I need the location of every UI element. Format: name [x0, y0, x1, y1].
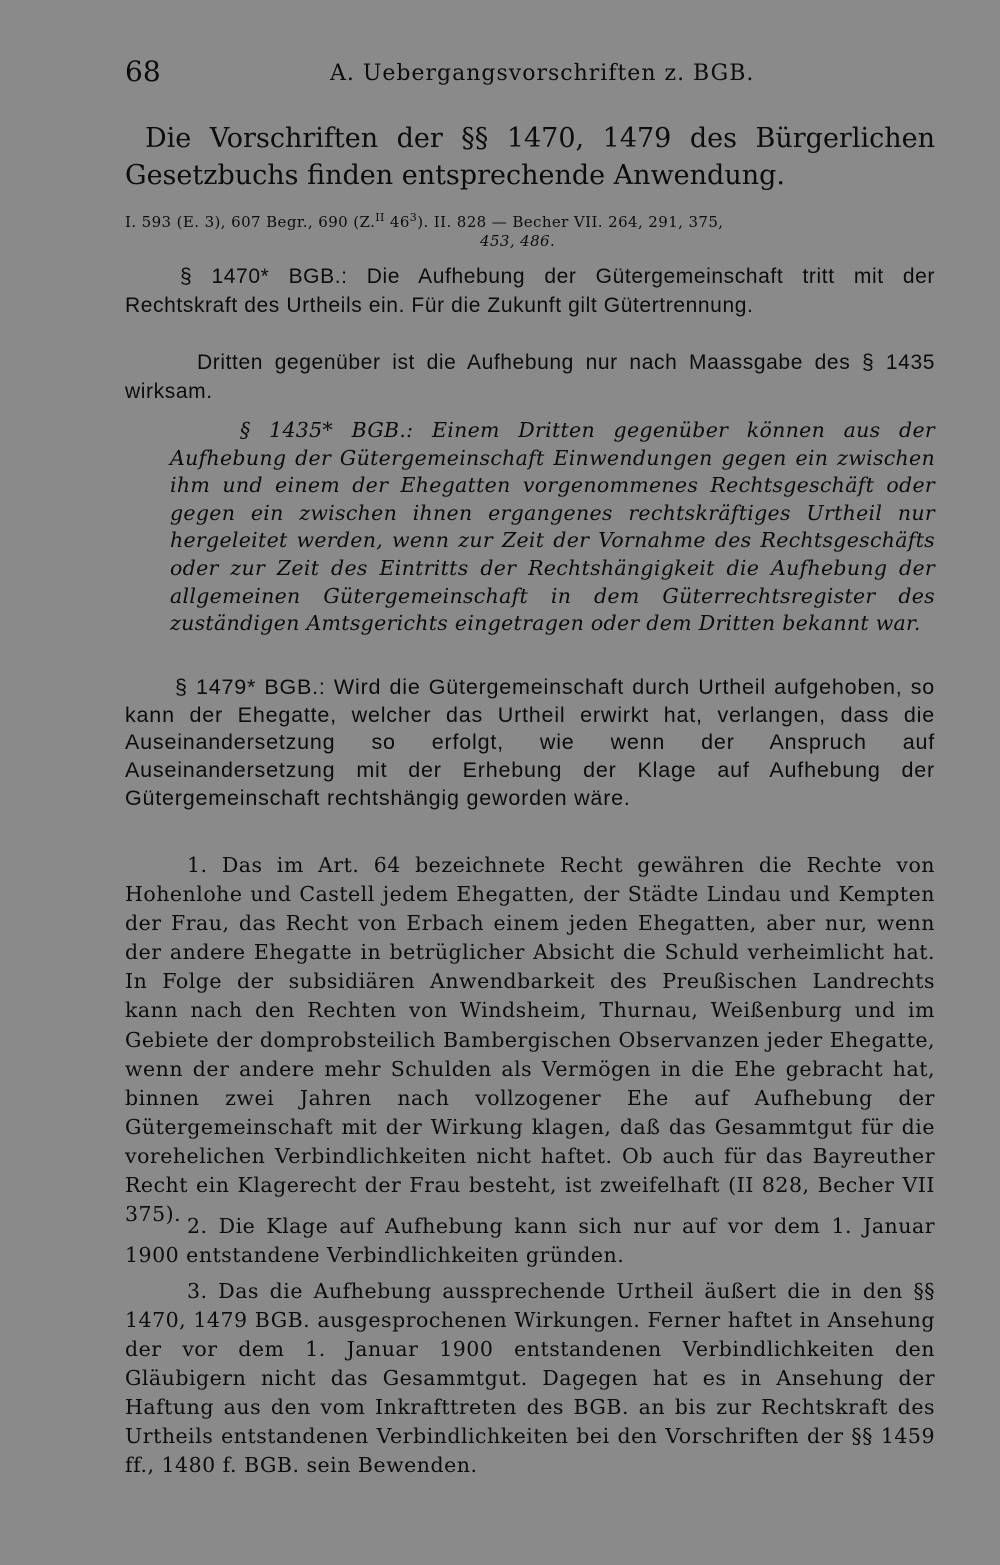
note-3-text: 3. Das die Aufhebung aussprechende Urtheil äußert die in den §§ 1470, 1479 BGB. ausgesprochenen Wirkungen. Ferner haftet in Ansehung der vor dem 1. Januar 1900 entstandenen Verbindlichkeiten den Gläubigern nicht das Gesammtgut. Dagegen hat es in Ansehung der Haftung aus den vom Inkrafttreten des BGB. an bis zur Rechtskraft des Urtheils entstandenen Verbindlichkeiten bei den Vorschriften der §§ 1459 ff., 1480 f. BGB. sein Bewenden.	[125, 1279, 935, 1477]
paragraph-1435-text: § 1435* BGB.: Einem Dritten gegenüber können aus der Aufhebung der Gütergemeinschaft Einwendungen gegen ein zwischen ihm und einem der Ehegatten vorgenommenes Rechtsgeschäft oder gegen ein zwischen ihnen ergangenes rechtskräftiges Urtheil nur hergeleitet werden, wenn zur Zeit der Vornahme des Rechtsgeschäfts oder zur Zeit des Eintritts der Rechtshängigkeit die Aufhebung der allgemeinen Gütergemeinschaft in dem Güterrechtsregister des zuständigen Amtsgerichts eingetragen oder dem Dritten bekannt war.	[170, 418, 935, 636]
note-3	[125, 1277, 935, 1480]
paragraph-1435	[170, 417, 935, 638]
lead-text: Die Vorschriften der §§ 1470, 1479 des Bürgerlichen Gesetzbuchs finden entsprechende Anwendung.	[125, 123, 935, 191]
note-1-text: 1. Das im Art. 64 bezeichnete Recht gewähren die Rechte von Hohenlohe und Castell jedem Ehegatten, der Städte Lindau und Kempten der Frau, das Recht von Erbach einem jeden Ehegatten, aber nur, wenn der andere Ehegatte in betrüglicher Absicht die Schuld verheimlicht hat. In Folge der subsidiären Anwendbarkeit des Preußischen Landrechts kann nach den Rechten von Windsheim, Thurnau, Weißenburg und im Gebiete der domprobsteilich Bambergischen Observanzen jeder Ehegatte, wenn der andere mehr Schulden als Vermögen in die Ehe gebracht hat, binnen zwei Jahren nach vollzogener Ehe auf Aufhebung der Gütergemeinschaft mit der Wirkung klagen, daß das Gesammtgut für die vorehelichen Verbindlichkeiten nicht haftet. Ob auch für das Bayreuther Recht ein Klagerecht der Frau besteht, ist zweifelhaft (II 828, Becher VII 375).	[125, 853, 935, 1227]
paragraph-1479	[125, 674, 935, 813]
paragraph-dritten-text: Dritten gegenüber ist die Aufhebung nur nach Maassgabe des § 1435 wirksam.	[125, 351, 935, 403]
page-number: 68	[125, 55, 161, 88]
note-2-text: 2. Die Klage auf Aufhebung kann sich nur auf vor dem 1. Januar 1900 entstandene Verbindlichkeiten gründen.	[125, 1214, 935, 1267]
references	[125, 208, 935, 251]
page-header	[125, 55, 935, 95]
running-title: A. Uebergangsvorschriften z. BGB.	[330, 61, 755, 86]
note-2	[125, 1212, 935, 1270]
paragraph-1470-text: § 1470* BGB.: Die Aufhebung der Gütergemeinschaft tritt mit der Rechtskraft des Urtheils ein. Für die Zukunft gilt Gütertrennung.	[125, 265, 935, 317]
refs-line-2: 453, 486.	[480, 232, 556, 250]
lead-paragraph	[125, 120, 935, 194]
paragraph-1479-text: § 1479* BGB.: Wird die Gütergemeinschaft durch Urtheil aufgehoben, so kann der Ehegatte, welcher das Urtheil erwirkt hat, verlangen, dass die Auseinandersetzung so erfolgt, wie wenn der Anspruch auf Auseinandersetzung mit der Erhebung der Klage auf Aufhebung der Gütergemeinschaft rechtshängig geworden wäre.	[125, 675, 935, 810]
refs-line-1: I. 593 (E. 3), 607 Begr., 690 (Z.$^{II}$ $46^3$). II. 828 — Becher VII. 264, 291, 375,	[125, 211, 724, 231]
paragraph-dritten	[125, 348, 935, 406]
note-1	[125, 851, 935, 1229]
paragraph-1470	[125, 262, 935, 320]
